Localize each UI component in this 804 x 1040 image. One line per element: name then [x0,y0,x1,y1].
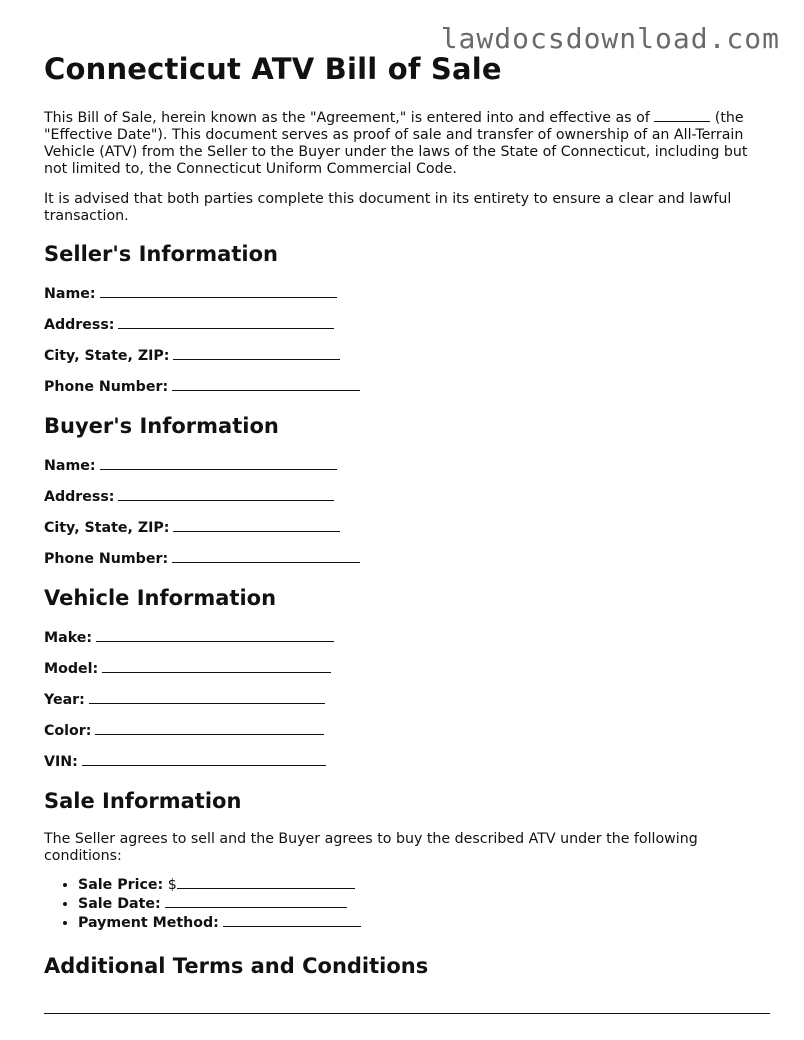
seller-address-field [44,315,774,332]
buyer-phone-field [44,549,774,566]
watermark: lawdocsdownload.com [440,22,780,55]
buyer-phone-blank[interactable] [172,549,360,563]
sale-price-item [78,875,774,894]
buyer-name-label: Name: [44,458,96,474]
vehicle-vin-field [44,752,774,769]
seller-phone-label: Phone Number: [44,379,169,395]
sale-price-blank[interactable] [177,875,355,889]
sale-terms-list [44,875,774,932]
buyer-heading: Buyer's Information [44,414,279,438]
buyer-address-field [44,487,774,504]
terms-blank-line[interactable] [44,1012,770,1014]
vehicle-make-field [44,628,774,645]
buyer-phone-label: Phone Number: [44,551,169,567]
advice-paragraph: It is advised that both parties complete this document in its entirety to ensure a clear and lawful transaction. [44,191,732,224]
sale-heading: Sale Information [44,789,242,813]
sale-paragraph: The Seller agrees to sell and the Buyer agrees to buy the described ATV under the following conditions: [44,831,698,864]
vehicle-color-blank[interactable] [95,721,324,735]
effective-date-blank[interactable] [654,108,710,122]
buyer-city-field [44,518,774,535]
seller-city-label: City, State, ZIP: [44,348,170,364]
buyer-name-blank[interactable] [100,456,337,470]
vehicle-color-label: Color: [44,723,92,739]
vehicle-make-blank[interactable] [96,628,334,642]
vehicle-model-blank[interactable] [102,659,331,673]
vehicle-model-label: Model: [44,661,99,677]
terms-heading: Additional Terms and Conditions [44,954,429,978]
vehicle-year-field [44,690,774,707]
document-page [44,52,774,1014]
sale-date-label: Sale Date: [78,896,161,912]
sale-price-label: Sale Price: [78,877,164,893]
buyer-name-field [44,456,774,473]
seller-city-blank[interactable] [173,346,340,360]
currency-symbol: $ [167,877,177,893]
seller-address-label: Address: [44,317,115,333]
vehicle-vin-blank[interactable] [82,752,326,766]
sale-date-item [78,894,774,913]
intro-paragraph [44,108,774,178]
seller-address-blank[interactable] [118,315,334,329]
vehicle-heading: Vehicle Information [44,586,277,610]
seller-phone-blank[interactable] [172,377,360,391]
payment-method-item [78,913,774,932]
seller-name-field [44,284,774,301]
page-title: Connecticut ATV Bill of Sale [44,52,502,86]
seller-city-field [44,346,774,363]
payment-method-blank[interactable] [223,913,361,927]
vehicle-vin-label: VIN: [44,754,78,770]
vehicle-model-field [44,659,774,676]
payment-method-label: Payment Method: [78,915,219,931]
buyer-city-blank[interactable] [173,518,340,532]
vehicle-year-blank[interactable] [89,690,325,704]
buyer-city-label: City, State, ZIP: [44,520,170,536]
buyer-address-blank[interactable] [118,487,334,501]
vehicle-year-label: Year: [44,692,85,708]
seller-name-blank[interactable] [100,284,337,298]
seller-heading: Seller's Information [44,242,278,266]
seller-phone-field [44,377,774,394]
sale-date-blank[interactable] [165,894,347,908]
intro-text-1: This Bill of Sale, herein known as the "Agreement," is entered into and effective as of [44,110,650,126]
intro-text-2: (the "Effective Date"). This document serves as proof of sale and transfer of ownership of an All-Terrain Vehicle (ATV) from the Seller to the Buyer under the laws of the State of Connecticut, including but not limited to, the Connecticut Uniform Commercial Code. [44,110,748,177]
vehicle-color-field [44,721,774,738]
seller-name-label: Name: [44,286,96,302]
vehicle-make-label: Make: [44,630,93,646]
buyer-address-label: Address: [44,489,115,505]
